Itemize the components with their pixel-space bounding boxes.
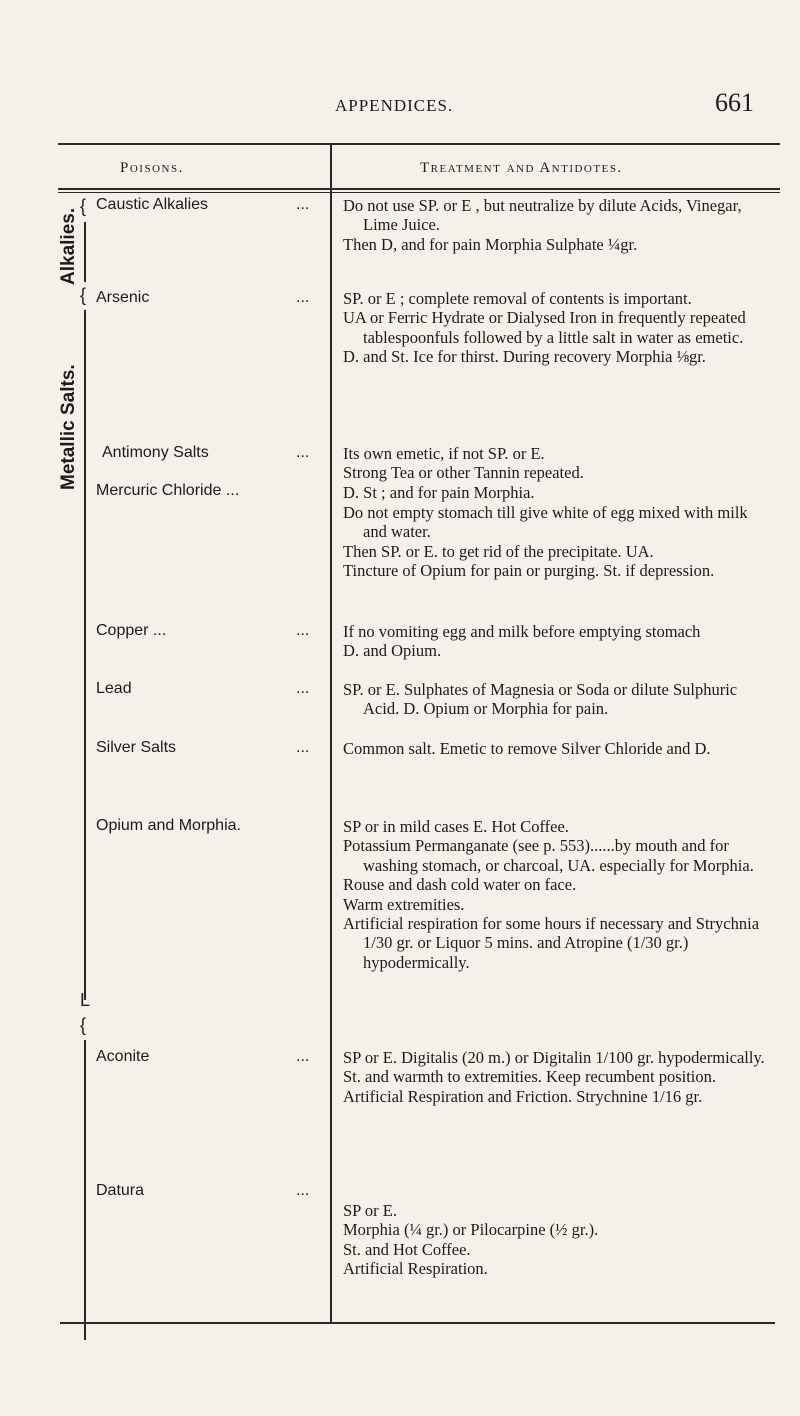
treatment-line: Artificial Respiration. bbox=[343, 1259, 488, 1279]
treatment-line: Do not empty stomach till give white of egg mixed with milk and water. bbox=[343, 503, 748, 542]
brace-opium-bar bbox=[84, 1040, 86, 1340]
treatment-line: If no vomiting egg and milk before emptying stomach bbox=[343, 622, 701, 641]
treatment-aconite bbox=[343, 1048, 773, 1106]
treatment-copper bbox=[343, 622, 773, 661]
treatment-arsenic bbox=[343, 289, 773, 367]
column-header-poisons: Poisons. bbox=[120, 160, 184, 176]
table-top-rule bbox=[58, 143, 780, 145]
brace-alkalies-top: { bbox=[80, 196, 87, 216]
treatment-line: Strong Tea or other Tannin repeated. bbox=[343, 463, 584, 483]
treatment-line: Morphia (¼ gr.) or Pilocarpine (½ gr.). bbox=[343, 1220, 599, 1240]
poison-aconite: Aconite bbox=[96, 1048, 150, 1065]
treatment-line: SP or E. bbox=[343, 1201, 397, 1220]
poison-silver-salts: Silver Salts bbox=[96, 739, 177, 756]
treatment-line: Artificial Respiration and Friction. Strychnine 1/16 gr. bbox=[343, 1086, 703, 1106]
treatment-datura bbox=[343, 1201, 773, 1279]
treatment-line: Then D, and for pain Morphia Sulphate ¼gr. bbox=[343, 234, 638, 254]
poison-caustic-alkalies: Caustic Alkalies bbox=[96, 196, 209, 213]
treatment-line: D. St ; and for pain Morphia. bbox=[343, 482, 535, 502]
treatment-line: St. and warmth to extremities. Keep recumbent position. bbox=[343, 1067, 716, 1087]
leader-dots: ... bbox=[296, 196, 310, 213]
treatment-line: Potassium Permanganate (see p. 553)......by mouth and for washing stomach, or charcoal, UA. especially for Morphia. bbox=[343, 836, 754, 875]
treatment-antimony bbox=[343, 444, 773, 502]
poison-copper: Copper ... bbox=[96, 622, 167, 639]
poison-antimony-salts: Antimony Salts bbox=[102, 444, 209, 461]
table-bottom-rule bbox=[60, 1322, 775, 1324]
treatment-line: SP. or E ; complete removal of contents is important. bbox=[343, 289, 692, 308]
poison-datura: Datura bbox=[96, 1182, 145, 1199]
leader-dots: ... bbox=[296, 1182, 310, 1199]
treatment-mercuric bbox=[343, 503, 773, 581]
leader-dots: ... bbox=[296, 680, 310, 697]
treatment-lead bbox=[343, 680, 773, 719]
treatment-line: SP. or E. Sulphates of Magnesia or Soda or dilute Sulphuric Acid. D. Opium or Morphia for pain. bbox=[343, 680, 738, 719]
treatment-line: D. and St. Ice for thirst. During recovery Morphia ⅛gr. bbox=[343, 347, 706, 367]
treatment-silver bbox=[343, 739, 773, 758]
column-header-treatment: Treatment and Antidotes. bbox=[420, 160, 623, 176]
leader-dots: ... bbox=[296, 622, 310, 639]
poison-mercuric-chloride: Mercuric Chloride ... bbox=[96, 482, 240, 499]
treatment-line: Tincture of Opium for pain or purging. St. if depression. bbox=[343, 561, 715, 581]
table-header-rule-2 bbox=[58, 192, 780, 193]
treatment-caustic-alkalies bbox=[343, 196, 773, 254]
table-header-rule bbox=[58, 188, 780, 190]
leader-dots: ... bbox=[296, 289, 310, 306]
treatment-line: SP or in mild cases E. Hot Coffee. bbox=[343, 817, 569, 836]
brace-metallic-end: L bbox=[80, 990, 91, 1010]
treatment-line: UA or Ferric Hydrate or Dialysed Iron in frequently repeated tablespoonfuls followed by a little salt in water as emetic. bbox=[343, 308, 746, 347]
treatment-line: Artificial respiration for some hours if necessary and Strychnia 1/30 gr. or Liquor 5 mins. and Atropine (1/30 gr.) hypodermically. bbox=[343, 914, 760, 972]
brace-opium-top: { bbox=[80, 1015, 87, 1035]
treatment-line: SP or E. Digitalis (20 m.) or Digitalin 1/100 gr. hypodermically. bbox=[343, 1048, 765, 1067]
treatment-line: Warm extremities. bbox=[343, 894, 465, 914]
leader-dots: ... bbox=[296, 1048, 310, 1065]
leader-dots: ... bbox=[296, 739, 310, 756]
treatment-line: Its own emetic, if not SP. or E. bbox=[343, 444, 545, 463]
page-number: 661 bbox=[715, 88, 754, 117]
treatment-line: Common salt. Emetic to remove Silver Chloride and D. bbox=[343, 739, 711, 758]
treatment-opium bbox=[343, 817, 773, 972]
leader-dots: ... bbox=[296, 444, 310, 461]
column-divider bbox=[330, 143, 332, 1323]
brace-metallic-top: { bbox=[80, 285, 87, 305]
poison-arsenic: Arsenic bbox=[96, 289, 150, 306]
running-head bbox=[0, 88, 800, 128]
treatment-line: Then SP. or E. to get rid of the precipitate. UA. bbox=[343, 541, 654, 561]
running-title: APPENDICES. bbox=[335, 96, 454, 115]
treatment-line: Do not use SP. or E , but neutralize by dilute Acids, Vinegar, Lime Juice. bbox=[343, 196, 742, 235]
brace-alkalies-bar bbox=[84, 222, 86, 282]
treatment-line: Rouse and dash cold water on face. bbox=[343, 875, 577, 895]
opium-divider bbox=[330, 786, 332, 796]
group-label-alkalies: Alkalies. bbox=[58, 207, 79, 285]
poison-opium-morphia: Opium and Morphia. bbox=[96, 817, 241, 834]
poison-lead: Lead bbox=[96, 680, 132, 697]
treatment-line: D. and Opium. bbox=[343, 641, 442, 661]
brace-metallic-bar bbox=[84, 310, 86, 1000]
group-label-metallic-salts: Metallic Salts. bbox=[58, 364, 79, 490]
treatment-line: St. and Hot Coffee. bbox=[343, 1239, 471, 1259]
